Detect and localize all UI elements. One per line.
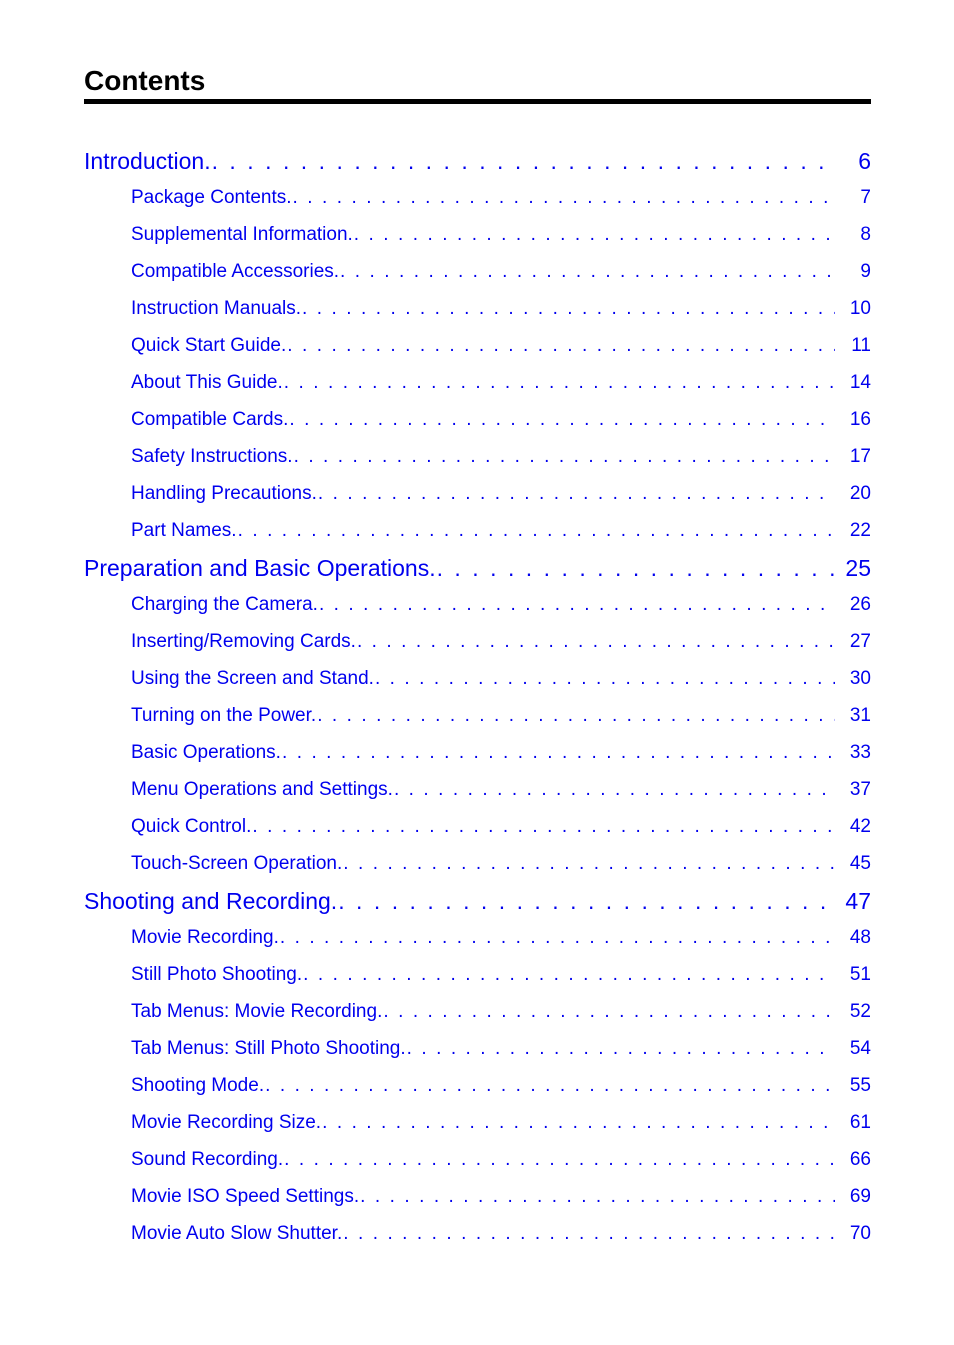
toc-page-number: 8 (835, 222, 871, 248)
dot-leader (382, 999, 835, 1025)
toc-subsection-link[interactable] (131, 1184, 871, 1210)
toc-subsection-link[interactable] (131, 666, 871, 692)
toc-subsection-link[interactable] (131, 1073, 871, 1099)
dot-leader (317, 481, 835, 507)
toc-subsection-link[interactable] (131, 962, 871, 988)
toc-page-number: 9 (835, 259, 871, 285)
toc-section-link[interactable] (84, 553, 871, 583)
toc-page-number: 10 (835, 296, 871, 322)
toc-entry-label: Movie Auto Slow Shutter. (131, 1223, 343, 1244)
toc-section-link[interactable] (84, 146, 871, 176)
toc-page-number: 7 (835, 185, 871, 211)
dot-leader (283, 1147, 835, 1173)
dot-leader (288, 407, 835, 433)
toc-entry-label: Instruction Manuals. (131, 298, 302, 319)
toc-page-number: 16 (835, 407, 871, 433)
toc-entry-label: Quick Start Guide. (131, 335, 287, 356)
dot-leader (251, 814, 835, 840)
dot-leader (359, 1184, 835, 1210)
toc-entry-label: Tab Menus: Movie Recording. (131, 1001, 383, 1022)
toc-page-number: 61 (835, 1110, 871, 1136)
toc-entry-label: Package Contents. (131, 187, 292, 208)
toc-page-number: 11 (835, 333, 871, 359)
toc-subsection-link[interactable] (131, 185, 871, 211)
toc-page-number: 51 (835, 962, 871, 988)
dot-leader (318, 592, 835, 618)
toc-subsection-link[interactable] (131, 259, 871, 285)
toc-page-number: 30 (835, 666, 871, 692)
toc-page-number: 31 (835, 703, 871, 729)
toc-page-number: 26 (835, 592, 871, 618)
toc-subsection-link[interactable] (131, 407, 871, 433)
toc-page-number: 52 (835, 999, 871, 1025)
dot-leader (237, 518, 835, 544)
toc-page-number: 17 (835, 444, 871, 470)
dot-leader (283, 370, 835, 396)
toc-entry-label: Charging the Camera. (131, 594, 318, 615)
dot-leader (337, 886, 835, 916)
toc-subsection-link[interactable] (131, 296, 871, 322)
dot-leader (342, 851, 835, 877)
toc-entry-label: Part Names. (131, 520, 237, 541)
toc-page-number: 66 (835, 1147, 871, 1173)
dot-leader (264, 1073, 835, 1099)
toc-subsection-link[interactable] (131, 222, 871, 248)
toc-page-number: 14 (835, 370, 871, 396)
toc-page-number: 69 (835, 1184, 871, 1210)
dot-leader (321, 1110, 835, 1136)
toc-entry-label: Introduction. (84, 148, 211, 174)
dot-leader (211, 146, 835, 176)
toc-section-link[interactable] (84, 886, 871, 916)
toc-subsection-link[interactable] (131, 851, 871, 877)
dot-leader (436, 553, 835, 583)
toc-page-number: 33 (835, 740, 871, 766)
toc-entry-label: Handling Precautions. (131, 483, 317, 504)
toc-page-number: 20 (835, 481, 871, 507)
toc-subsection-link[interactable] (131, 1221, 871, 1247)
toc-subsection-link[interactable] (131, 592, 871, 618)
dot-leader (302, 962, 835, 988)
dot-leader (286, 333, 835, 359)
toc-subsection-link[interactable] (131, 629, 871, 655)
toc-page-number: 47 (835, 886, 871, 916)
toc-page-number: 48 (835, 925, 871, 951)
toc-subsection-link[interactable] (131, 1036, 871, 1062)
toc-page-number: 45 (835, 851, 871, 877)
toc-entry-label: Preparation and Basic Operations. (84, 555, 436, 581)
dot-leader (374, 666, 835, 692)
toc-page-number: 6 (835, 146, 871, 176)
toc-entry-label: Touch-Screen Operation. (131, 853, 343, 874)
toc-subsection-link[interactable] (131, 333, 871, 359)
toc-entry-label: Movie Recording Size. (131, 1112, 322, 1133)
toc-page-number: 70 (835, 1221, 871, 1247)
toc-page-number: 27 (835, 629, 871, 655)
dot-leader (353, 222, 835, 248)
toc-entry-label: Using the Screen and Stand. (131, 668, 374, 689)
page-title: Contents (84, 65, 206, 96)
toc-subsection-link[interactable] (131, 740, 871, 766)
dot-leader (356, 629, 835, 655)
toc-subsection-link[interactable] (131, 444, 871, 470)
toc-entry-label: Turning on the Power. (131, 705, 317, 726)
toc-entry-label: Compatible Cards. (131, 409, 289, 430)
toc-entry-label: Movie ISO Speed Settings. (131, 1186, 360, 1207)
toc-subsection-link[interactable] (131, 518, 871, 544)
toc-page-number: 54 (835, 1036, 871, 1062)
toc-entry-label: Quick Control. (131, 816, 252, 837)
toc-entry-label: About This Guide. (131, 372, 283, 393)
toc-entry-label: Basic Operations. (131, 742, 281, 763)
toc-subsection-link[interactable] (131, 703, 871, 729)
toc-entry-label: Inserting/Removing Cards. (131, 631, 356, 652)
toc-entry-label: Movie Recording. (131, 927, 279, 948)
toc-entry-label: Shooting and Recording. (84, 888, 338, 914)
dot-leader (342, 1221, 835, 1247)
toc-subsection-link[interactable] (131, 1147, 871, 1173)
toc-entry-label: Still Photo Shooting. (131, 964, 303, 985)
toc-page-number: 42 (835, 814, 871, 840)
dot-leader (279, 925, 835, 951)
dot-leader (339, 259, 835, 285)
toc-entry-label: Supplemental Information. (131, 224, 353, 245)
toc-subsection-link[interactable] (131, 999, 871, 1025)
toc-subsection-link[interactable] (131, 1110, 871, 1136)
dot-leader (293, 444, 835, 470)
dot-leader (393, 777, 835, 803)
toc-entry-label: Safety Instructions. (131, 446, 293, 467)
dot-leader (292, 185, 835, 211)
dot-leader (406, 1036, 835, 1062)
toc-entry-label: Menu Operations and Settings. (131, 779, 393, 800)
toc-subsection-link[interactable] (131, 814, 871, 840)
toc-page-number: 37 (835, 777, 871, 803)
toc-entry-label: Shooting Mode. (131, 1075, 265, 1096)
toc-subsection-link[interactable] (131, 777, 871, 803)
toc-entry-label: Sound Recording. (131, 1149, 284, 1170)
toc-entry-label: Tab Menus: Still Photo Shooting. (131, 1038, 406, 1059)
toc-entry-label: Compatible Accessories. (131, 261, 340, 282)
toc-page-number: 22 (835, 518, 871, 544)
toc-subsection-link[interactable] (131, 481, 871, 507)
toc-page-number: 55 (835, 1073, 871, 1099)
toc-page-number: 25 (835, 553, 871, 583)
dot-leader (301, 296, 835, 322)
toc-subsection-link[interactable] (131, 370, 871, 396)
dot-leader (281, 740, 835, 766)
toc-subsection-link[interactable] (131, 925, 871, 951)
dot-leader (316, 703, 835, 729)
